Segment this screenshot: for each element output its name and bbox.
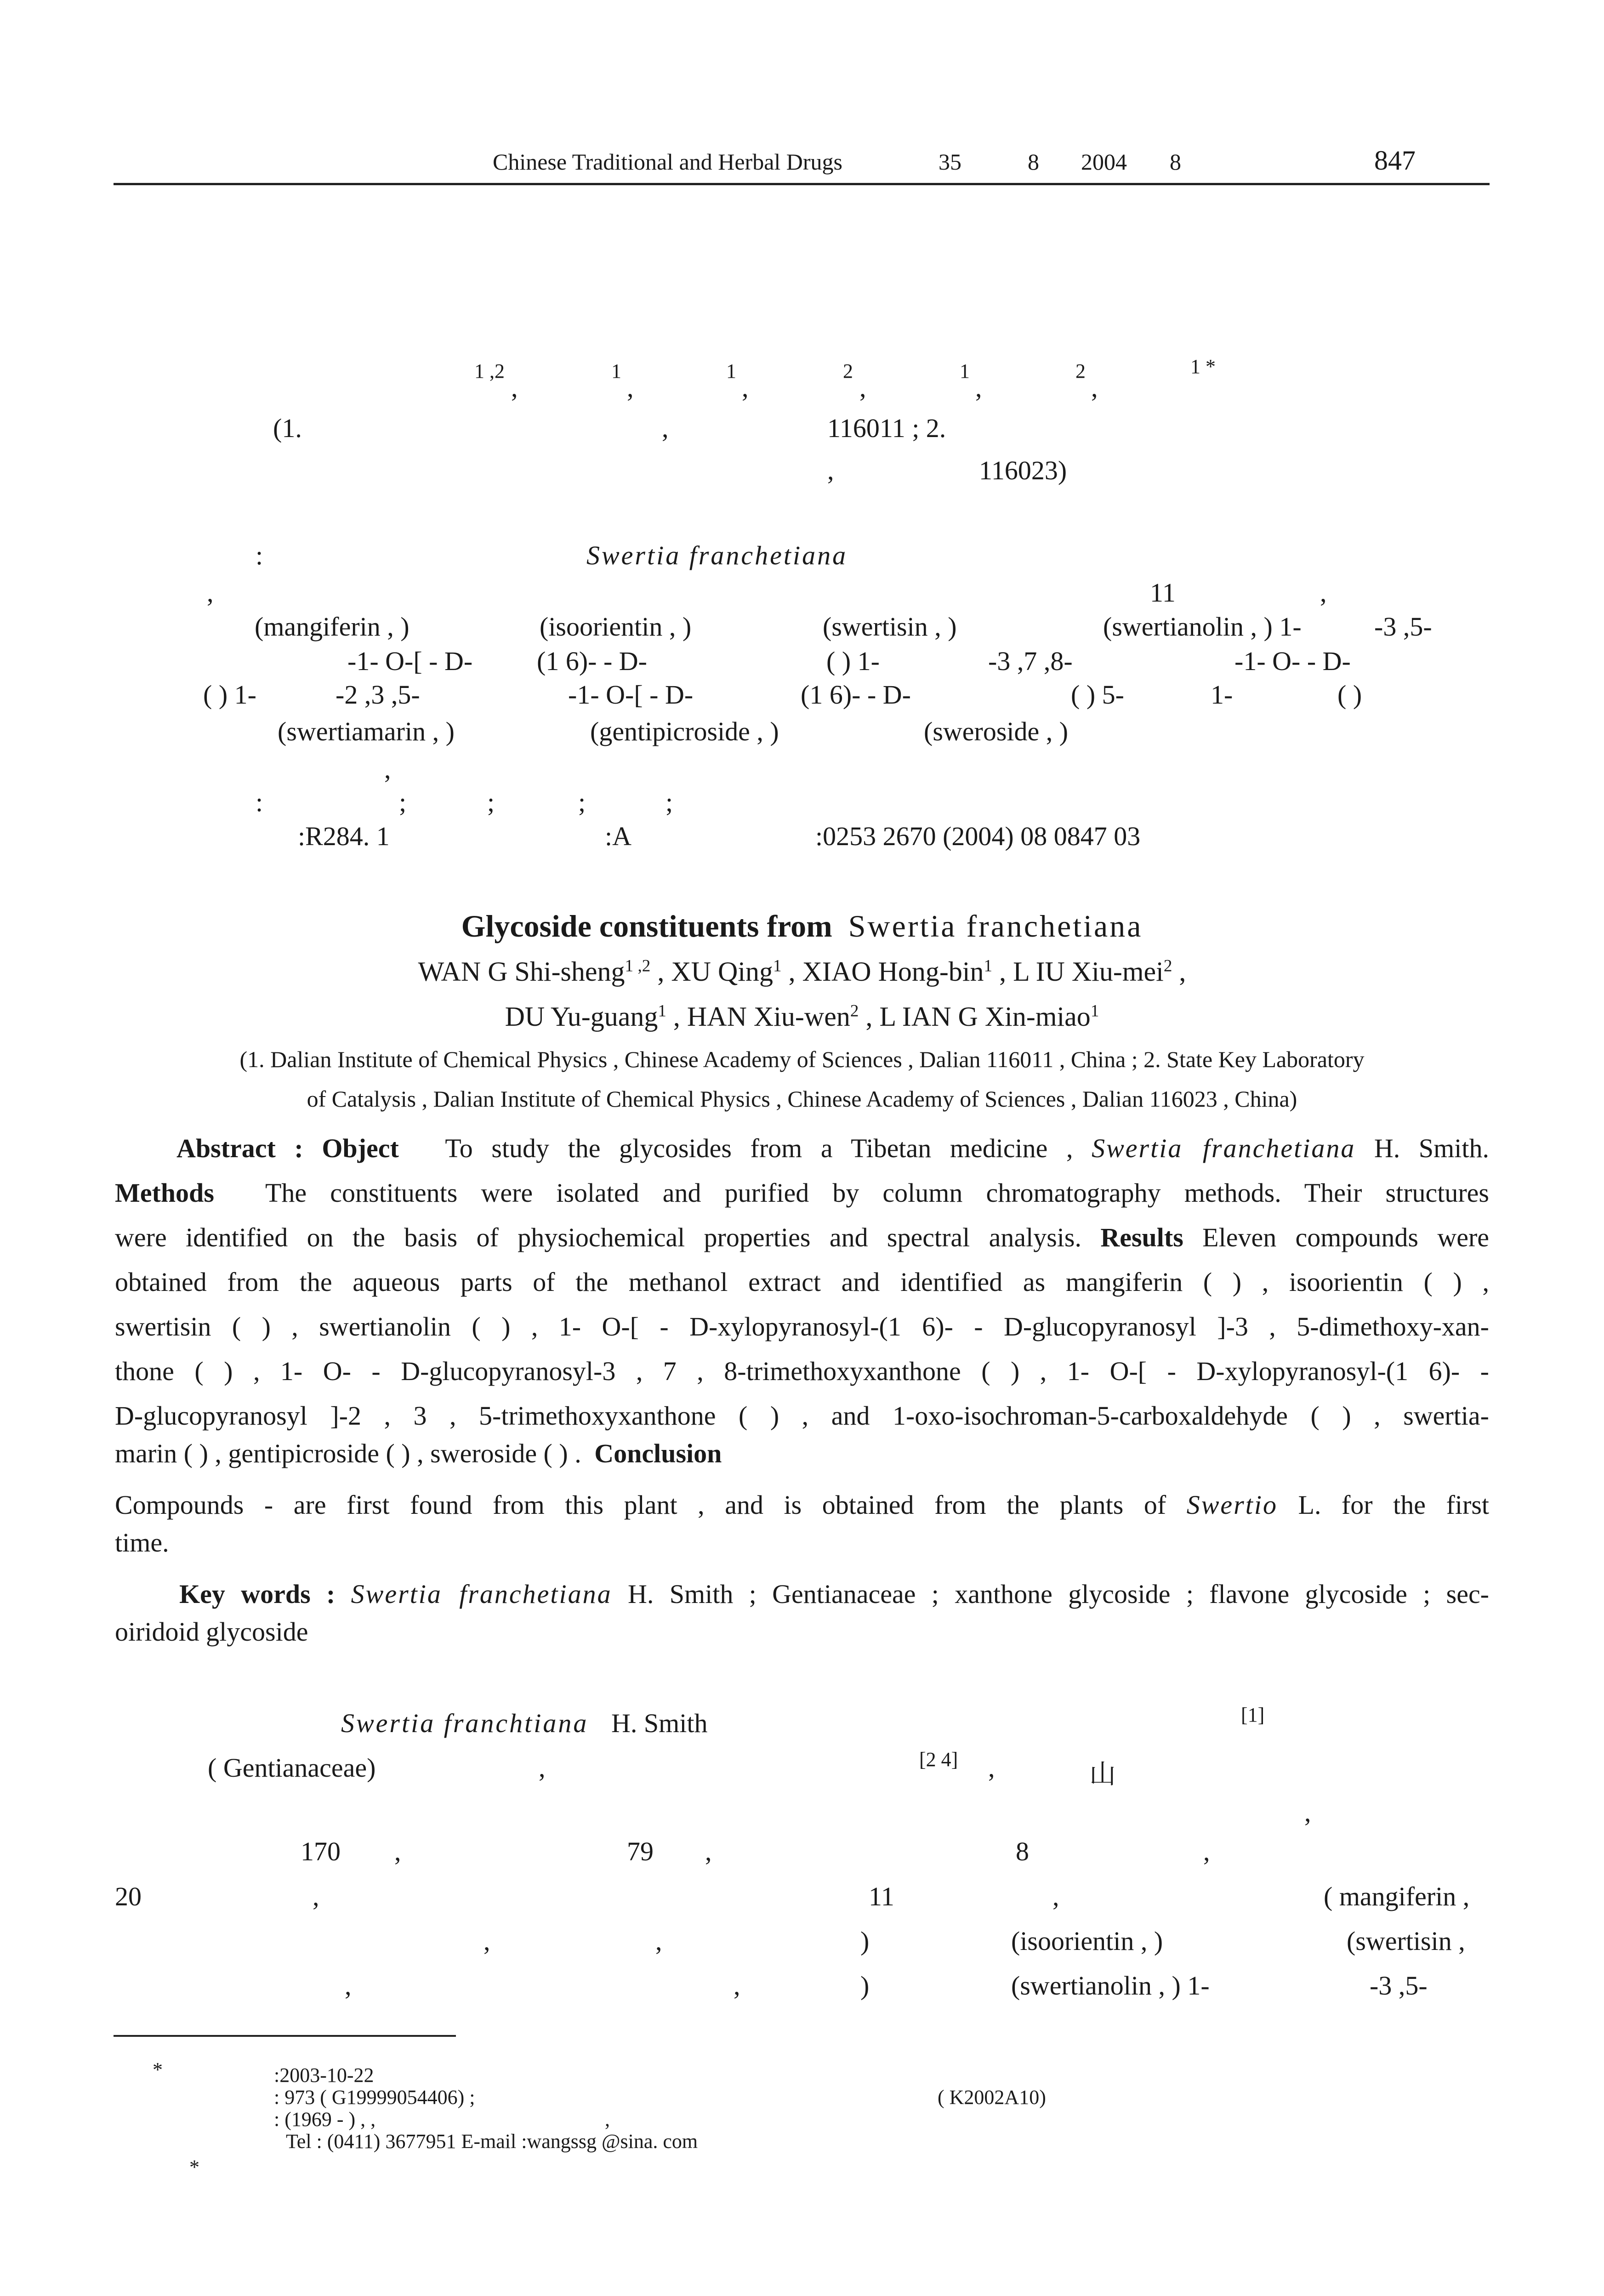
cn-line4-b: (1 6)- - D-: [537, 646, 647, 676]
intro-comma-11: ,: [345, 1971, 352, 2000]
cn-line5-a: ( ) 1-: [203, 680, 256, 710]
cn-line4-a: -1- O-[ - D-: [347, 646, 473, 676]
intro-comma-9: ,: [483, 1926, 490, 1956]
intro-comma-10: ,: [655, 1926, 662, 1956]
cn-line4-d: -3 ,7 ,8-: [988, 646, 1073, 676]
author-xu-sup: 1: [773, 956, 782, 976]
author-xiao: XIAO Hong-bin: [802, 956, 984, 987]
footnote-bio-a: : (1969 - ) , ,: [274, 2108, 376, 2131]
intro-paren-1: ): [860, 1926, 870, 1956]
cn-author-comma-6: ,: [1091, 373, 1098, 403]
footnote-fund-a: : 973 ( G19999054406) ;: [274, 2086, 475, 2108]
author-du: DU Yu-guang: [505, 1001, 658, 1032]
intro-num-20: 20: [115, 1881, 142, 1911]
intro-num-8: 8: [1016, 1836, 1029, 1866]
footnote-mark: *: [153, 2058, 163, 2081]
author-xiao-sup: 1: [984, 956, 993, 976]
abstract-line-6: thone ( ) , 1- O- - D-glucopyranosyl-3 , 7 , 8-trimethoxyxanthone ( ) , 1- O-[ - D-xylopyranosyl-(1 6)- -: [115, 1356, 1489, 1386]
cn-line5-d: (1 6)- - D-: [801, 680, 911, 710]
cn-author-sup-1: 1 ,2: [474, 360, 505, 382]
paper-title-main: Glycoside constituents from: [461, 909, 832, 943]
cn-line4-e: -1- O- - D-: [1234, 646, 1351, 676]
cn-abstract-colon: :: [256, 540, 263, 570]
cn-affil-1-open: (1.: [273, 413, 302, 443]
cn-author-sup-7: 1 *: [1190, 355, 1216, 378]
cn-keywords-sep-3: ;: [578, 787, 586, 817]
intro-family: ( Gentianaceae): [208, 1753, 376, 1783]
journal-year: 2004: [1081, 149, 1127, 175]
cn-author-comma-4: ,: [859, 373, 866, 403]
journal-volume: 35: [939, 149, 961, 175]
author-sep: ,: [781, 956, 802, 987]
cn-line5-c: -1- O-[ - D-: [568, 680, 694, 710]
cn-line5-b: -2 ,3 ,5-: [336, 680, 420, 710]
cn-line6-c: (sweroside , ): [924, 716, 1069, 746]
author-wang: WAN G Shi-sheng: [418, 956, 625, 987]
abstract-label-object: Abstract : Object: [176, 1133, 399, 1163]
abstract-line-10: time.: [115, 1528, 169, 1557]
cn-line5-e: ( ) 5-: [1071, 680, 1124, 710]
cn-keywords-sep-4: ;: [665, 787, 673, 817]
cn-author-comma-2: ,: [627, 373, 634, 403]
cn-line3-e: -3 ,5-: [1374, 612, 1432, 642]
abstract-genus: Swertio: [1186, 1490, 1278, 1520]
author-han: HAN Xiu-wen: [687, 1001, 850, 1032]
footnote-contact: Tel : (0411) 3677951 E-mail :wangssg @sina. com: [286, 2130, 698, 2153]
authors-line-1: [0, 956, 1604, 988]
paper-title: [0, 908, 1604, 944]
intro-comma-1: ,: [539, 1753, 546, 1783]
abstract-label-results: Results: [1100, 1222, 1183, 1252]
cn-line3-d: (swertianolin , ) 1-: [1103, 612, 1302, 642]
abstract-line-9: [115, 1483, 1489, 1527]
abstract-line-7: D-glucopyranosyl ]-2 , 3 , 5-trimethoxyxanthone ( ) , and 1-oxo-isochroman-5-carboxaldehyde ( ) , swertia-: [115, 1401, 1489, 1431]
cn-author-sup-5: 1: [960, 360, 970, 382]
paper-title-species: Swertia franchetiana: [848, 909, 1143, 943]
intro-num-11: 11: [869, 1881, 894, 1911]
author-sep: ,: [666, 1001, 687, 1032]
intro-mangiferin: ( mangiferin ,: [1324, 1881, 1470, 1911]
footnote-received: :2003-10-22: [274, 2064, 374, 2086]
abstract-species-author: H. Smith.: [1374, 1133, 1489, 1163]
keywords-line-2: oiridoid glycoside: [115, 1617, 308, 1647]
cn-line2-comma2: ,: [1320, 578, 1327, 608]
cn-author-comma-3: ,: [742, 373, 749, 403]
abstract-methods-text: The constituents were isolated and purified by column chromatography methods. Their structures: [265, 1178, 1489, 1208]
cn-abstract-species: Swertia franchetiana: [586, 540, 848, 570]
abstract-line-4: obtained from the aqueous parts of the methanol extract and identified as mangiferin ( ) , isoorientin ( ) ,: [115, 1267, 1489, 1297]
cn-author-sup-2: 1: [611, 360, 621, 382]
author-wang-sup: 1 ,2: [625, 956, 651, 976]
cn-line2-comma: ,: [207, 578, 214, 608]
cn-author-comma-1: ,: [511, 373, 518, 403]
intro-species-author: H. Smith: [611, 1708, 708, 1738]
cn-clc-number: :R284. 1: [298, 821, 390, 851]
cn-line2-count: 11: [1150, 578, 1176, 608]
cn-author-sup-4: 2: [843, 360, 853, 382]
abstract-line-3: [115, 1215, 1489, 1260]
cn-author-comma-5: ,: [975, 373, 982, 403]
keywords-line-1: [179, 1572, 1489, 1616]
intro-comma-8: ,: [1052, 1881, 1059, 1911]
author-liang-sup: 1: [1090, 1001, 1099, 1021]
intro-isoorientin: (isoorientin , ): [1011, 1926, 1163, 1956]
intro-ref-1: [1]: [1241, 1704, 1265, 1726]
footnote-bio-b: ,: [605, 2108, 610, 2131]
author-sep: ,: [1172, 956, 1186, 987]
intro-comma-3: ,: [1304, 1797, 1311, 1827]
intro-comma-6: ,: [1203, 1836, 1210, 1866]
cn-line3-a: (mangiferin , ): [255, 612, 410, 642]
author-han-sup: 2: [850, 1001, 859, 1021]
cn-line6-b: (gentipicroside , ): [590, 716, 779, 746]
author-sep: ,: [992, 956, 1013, 987]
cn-line7-comma: ,: [384, 754, 391, 784]
author-liang: L IAN G Xin-miao: [879, 1001, 1091, 1032]
intro-comma-4: ,: [394, 1836, 401, 1866]
cn-author-sup-6: 2: [1075, 360, 1086, 382]
intro-comma-5: ,: [705, 1836, 712, 1866]
keywords-list: H. Smith ; Gentianaceae ; xanthone glycoside ; flavone glycoside ; sec-: [628, 1579, 1489, 1609]
abstract-object-text: To study the glycosides from a Tibetan medicine ,: [445, 1133, 1073, 1163]
cn-line5-g: ( ): [1337, 680, 1362, 710]
affiliation-line-2: of Catalysis , Dalian Institute of Chemical Physics , Chinese Academy of Sciences , Dalian 116023 , China): [307, 1086, 1297, 1112]
abstract-results-text-end: marin ( ) , gentipicroside ( ) , sweroside ( ) .: [115, 1438, 581, 1468]
intro-position: -3 ,5-: [1370, 1971, 1428, 2000]
cn-line4-c: ( ) 1-: [826, 646, 880, 676]
author-sep: ,: [859, 1001, 880, 1032]
abstract-species: Swertia franchetiana: [1092, 1133, 1356, 1163]
intro-num-79: 79: [627, 1836, 654, 1866]
cn-keywords-sep-2: ;: [487, 787, 495, 817]
abstract-label-conclusion: Conclusion: [594, 1438, 722, 1468]
author-liu-sup: 2: [1163, 956, 1172, 976]
keywords-species: Swertia franchetiana: [351, 1579, 612, 1609]
author-du-sup: 1: [658, 1001, 666, 1021]
intro-swertianolin: (swertianolin , ) 1-: [1011, 1971, 1210, 2000]
author-liu: L IU Xiu-mei: [1013, 956, 1164, 987]
cn-affil-1-comma: ,: [662, 413, 669, 443]
intro-species: Swertia franchtiana: [341, 1708, 589, 1738]
authors-line-2: [0, 1001, 1604, 1033]
abstract-line-8: [115, 1438, 722, 1469]
intro-comma-2: ,: [988, 1753, 995, 1783]
abstract-conclusion-text: Compounds - are first found from this plant , and is obtained from the plants of: [115, 1490, 1166, 1520]
cn-line3-c: (swertisin , ): [823, 612, 957, 642]
header-rule: [114, 183, 1490, 185]
intro-comma-12: ,: [734, 1971, 740, 2000]
intro-paren-2: ): [860, 1971, 870, 2000]
abstract-conclusion-tail: L. for the first: [1298, 1490, 1490, 1520]
intro-swertisin: (swertisin ,: [1347, 1926, 1465, 1956]
cn-affil-2-comma: ,: [827, 455, 834, 485]
abstract-label-methods: Methods: [115, 1178, 214, 1208]
intro-ref-2: [2 4]: [919, 1748, 958, 1771]
abstract-line-5: swertisin ( ) , swertianolin ( ) , 1- O-[ - D-xylopyranosyl-(1 6)- - D-glucopyranosyl ]-3 , 5-dimethoxy-xan-: [115, 1312, 1489, 1341]
footnote-mark-2: *: [189, 2156, 199, 2178]
cn-keywords-sep-1: ;: [399, 787, 407, 817]
abstract-methods-text-cont: were identified on the basis of physiochemical properties and spectral analysis.: [115, 1222, 1081, 1252]
abstract-line-1: [176, 1126, 1489, 1171]
footnote-rule: [114, 2035, 456, 2037]
keywords-label: Key words :: [179, 1579, 336, 1609]
abstract-results-text: Eleven compounds were: [1202, 1222, 1490, 1252]
cn-author-sup-3: 1: [726, 360, 736, 382]
journal-name: Chinese Traditional and Herbal Drugs: [493, 149, 843, 175]
cn-document-code: :A: [605, 821, 631, 851]
affiliation-line-1: (1. Dalian Institute of Chemical Physics , Chinese Academy of Sciences , Dalian 116011 , China ; 2. State Key Laboratory: [239, 1046, 1365, 1072]
journal-month: 8: [1170, 149, 1181, 175]
cn-keywords-colon: :: [256, 787, 263, 817]
footnote-fund-b: ( K2002A10): [938, 2086, 1046, 2108]
cn-article-id: :0253 2670 (2004) 08 0847 03: [815, 821, 1141, 851]
intro-glyph: 山: [1089, 1758, 1116, 1790]
cn-affil-1-code: 116011 ; 2.: [827, 413, 946, 443]
abstract-line-2: [115, 1171, 1489, 1215]
intro-num-170: 170: [301, 1836, 341, 1866]
intro-comma-7: ,: [313, 1881, 319, 1911]
author-sep: ,: [650, 956, 671, 987]
cn-line5-f: 1-: [1211, 680, 1233, 710]
cn-line6-a: (swertiamarin , ): [278, 716, 455, 746]
cn-line3-b: (isoorientin , ): [540, 612, 692, 642]
author-xu: XU Qing: [671, 956, 773, 987]
cn-affil-2-code: 116023): [979, 455, 1067, 485]
journal-issue: 8: [1028, 149, 1039, 175]
page-number: 847: [1374, 145, 1416, 176]
